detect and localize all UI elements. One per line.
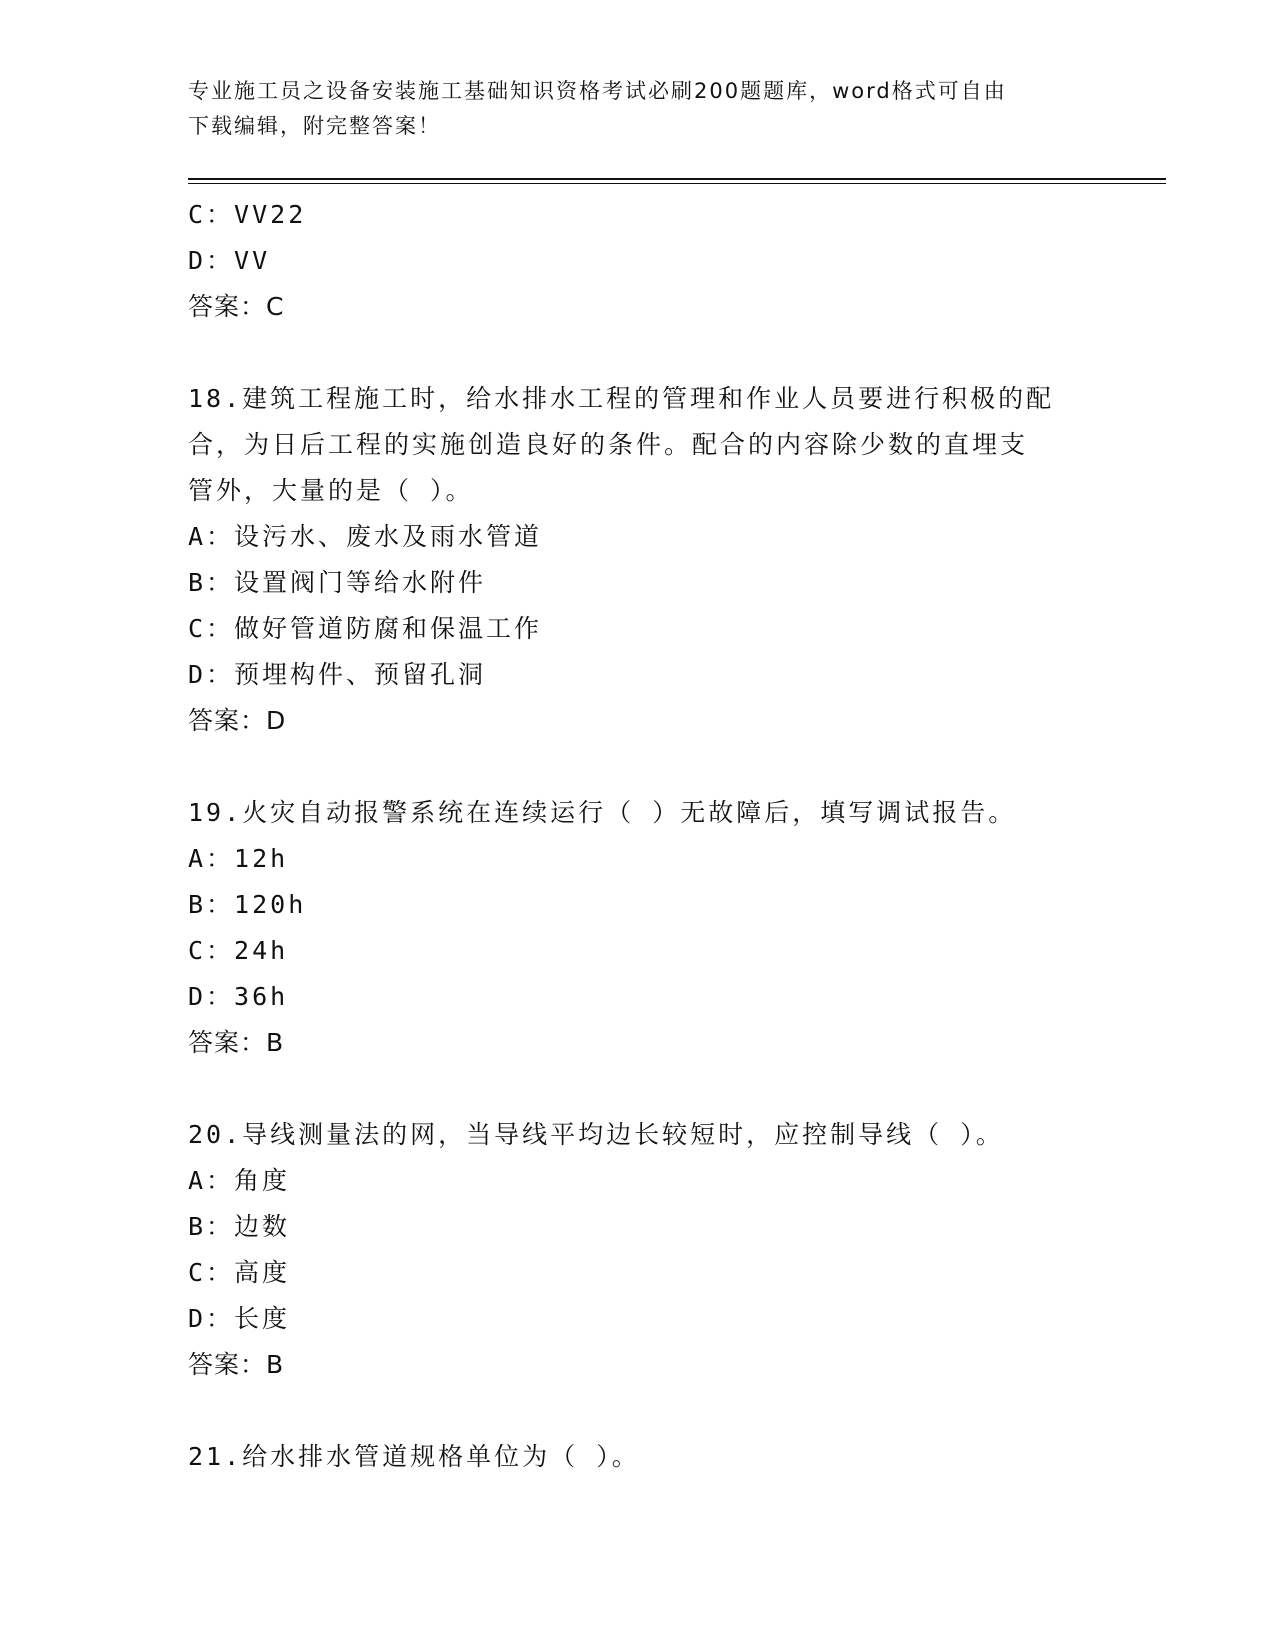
answer: 答案：C — [188, 292, 285, 321]
question-18 — [188, 376, 1088, 744]
previous-question-tail — [188, 192, 1088, 330]
option-d: D：36h — [188, 982, 289, 1011]
header-line-1: 专业施工员之设备安装施工基础知识资格考试必刷200题题库，word格式可自由 — [188, 79, 1007, 103]
header-divider-thin — [188, 183, 1166, 184]
option-a: A：角度 — [188, 1166, 291, 1195]
option-a: A：12h — [188, 844, 289, 873]
option-c: C：VV22 — [188, 200, 307, 229]
answer: 答案：D — [188, 706, 287, 735]
question-text-line: 21.给水排水管道规格单位为（ ）。 — [188, 1442, 640, 1471]
option-d: D：预埋构件、预留孔洞 — [188, 660, 487, 689]
option-b: B：边数 — [188, 1212, 291, 1241]
option-b: B：120h — [188, 890, 307, 919]
question-text-line: 18.建筑工程施工时，给水排水工程的管理和作业人员要进行积极的配 — [188, 384, 1055, 413]
question-21 — [188, 1434, 1088, 1480]
option-c: C：高度 — [188, 1258, 291, 1287]
option-d: D：VV — [188, 246, 271, 275]
document-header — [188, 74, 1068, 144]
question-text-line: 管外，大量的是（ ）。 — [188, 476, 474, 505]
answer: 答案：B — [188, 1350, 285, 1379]
question-19 — [188, 790, 1088, 1066]
option-b: B：设置阀门等给水附件 — [188, 568, 487, 597]
answer: 答案：B — [188, 1028, 285, 1057]
question-text-line: 合，为日后工程的实施创造良好的条件。配合的内容除少数的直埋支 — [188, 430, 1029, 459]
question-list — [188, 192, 1088, 1480]
header-divider-thick — [188, 178, 1166, 180]
question-text-line: 19.火灾自动报警系统在连续运行（ ）无故障后，填写调试报告。 — [188, 798, 1017, 827]
question-20 — [188, 1112, 1088, 1388]
option-c: C：24h — [188, 936, 289, 965]
question-text-line: 20.导线测量法的网，当导线平均边长较短时，应控制导线（ ）。 — [188, 1120, 1004, 1149]
option-c: C：做好管道防腐和保温工作 — [188, 614, 543, 643]
header-line-2: 下载编辑，附完整答案！ — [188, 114, 441, 138]
option-d: D：长度 — [188, 1304, 291, 1333]
option-a: A：设污水、废水及雨水管道 — [188, 522, 543, 551]
